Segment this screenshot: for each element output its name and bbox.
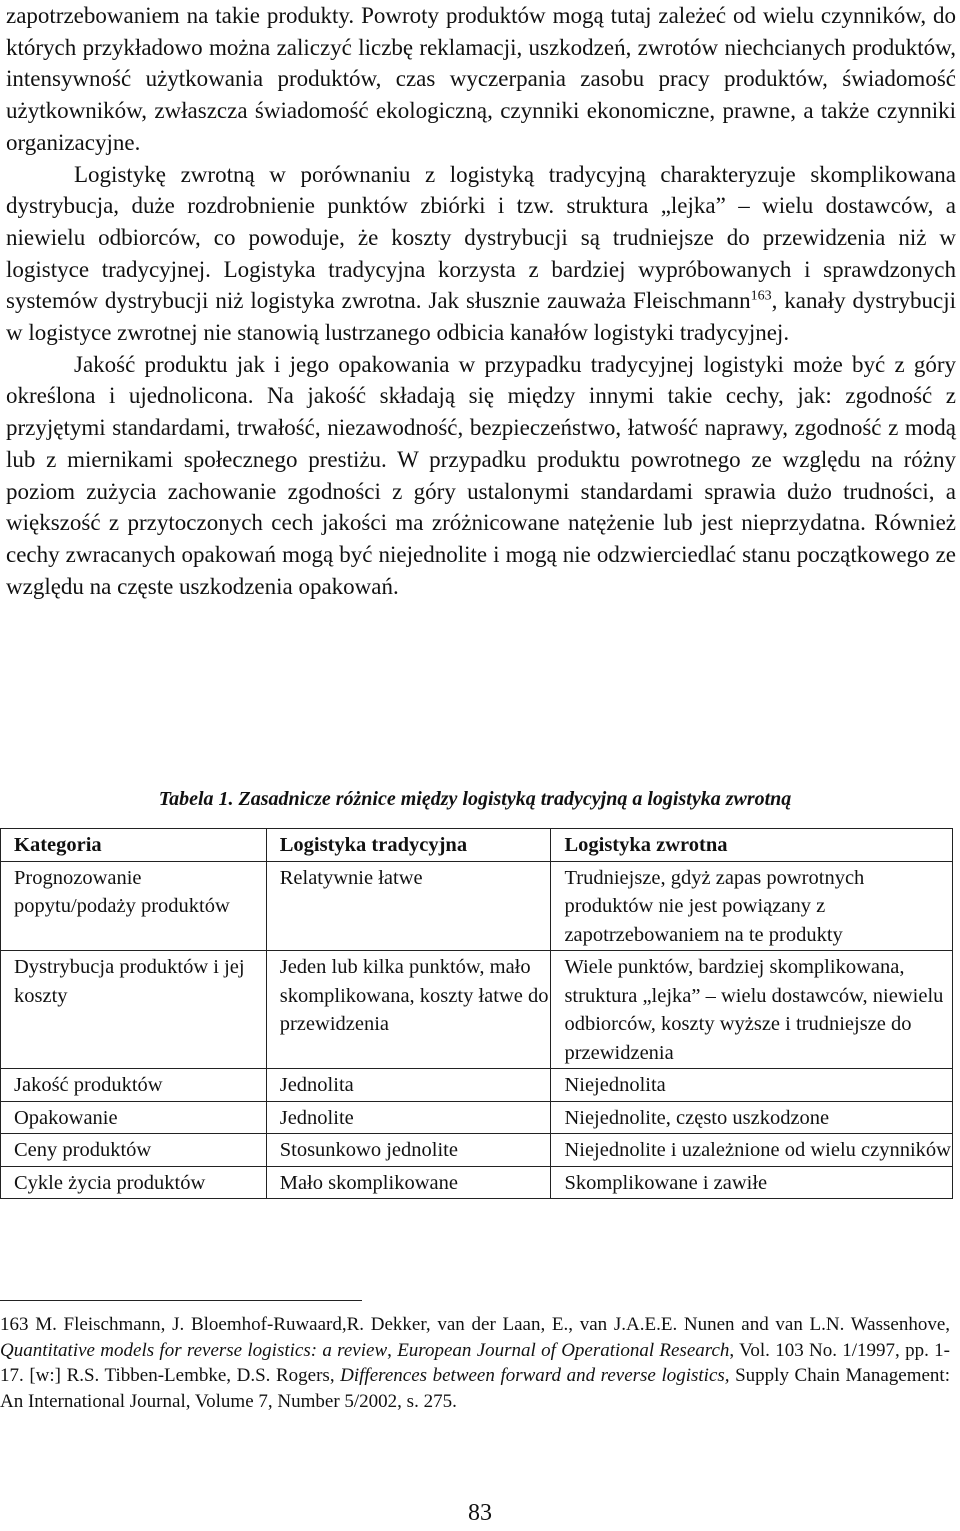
page-number: 83	[468, 1500, 492, 1526]
paragraph-2	[6, 159, 956, 349]
footnote-source: Supply Chain Management: An International Journal, Volume 7, Number 5/2002, s. 275.	[0, 1365, 950, 1412]
cell-reverse: Niejednolite, często uszkodzone	[551, 1101, 953, 1134]
cell-category: Dystrybucja produktów i jej koszty	[1, 951, 267, 1069]
footnote-details: , Vol. 103 No. 1/1997, pp. 1-17. [w:] R.S. Tibben-Lembke, D.S. Rogers,	[0, 1339, 950, 1386]
footnote	[0, 1312, 950, 1414]
header-reverse: Logistyka zwrotna	[551, 829, 953, 862]
footnote-separator	[0, 1300, 362, 1301]
paragraph-1-rest: Powroty produktów mogą tutaj zależeć od wielu czynników, do których przykładowo można zaliczyć liczbę reklamacji, uszkodzeń, zwrotów niechcianych produktów, intensywność użytkowania produktów, czas wyczerpania zasobu pracy produktów, świadomość użytkowników, zwłaszcza świadomość ekologiczną, czynniki ekonomiczne, prawne, a także czynniki organizacyjne.	[6, 3, 956, 155]
cell-category: Prognozowanie popytu/podaży produktów	[1, 861, 267, 951]
paragraph-2-part-a: Logistykę zwrotną w porównaniu z logistyką tradycyjną charakteryzuje skomplikowana dystrybucja,	[6, 161, 956, 219]
cell-category: Cykle życia produktów	[1, 1166, 267, 1199]
cell-reverse: Trudniejsze, gdyż zapas powrotnych produktów nie jest powiązany z zapotrzebowaniem na te produkty	[551, 861, 953, 951]
cell-traditional: Jednolita	[266, 1069, 551, 1102]
document-page	[6, 0, 956, 602]
footnote-title-2: Differences between forward and reverse logistics,	[340, 1365, 730, 1386]
header-traditional: Logistyka tradycyjna	[266, 829, 551, 862]
cell-category: Opakowanie	[1, 1101, 267, 1134]
cell-traditional: Mało skomplikowane	[266, 1166, 551, 1199]
cell-reverse: Niejednolita	[551, 1069, 953, 1102]
comparison-table	[0, 828, 953, 1199]
paragraph-3: Jakość produktu jak i jego opakowania w przypadku tradycyjnej logistyki może być z góry określona i ujednolicona. Na jakość składają się między innymi takie cechy, jak: zgodność z przyjętymi standardami, trwałość, niezawodność, bezpieczeństwo, łatwość naprawy, zgodność z modą lub z miernikami społecznego prestiżu. W przypadku produktu powrotnego ze względu na różny poziom zużycia zachowanie zgodności z góry ustalonymi standardami sprawia dużo trudności, a większość z przytoczonych cech jakości ma zróżnicowane natężenie lub jest nieprzydatna. Również cechy zwracanych opakowań mogą być niejednolite i mogą nie odzwierciedlać stanu początkowego ze względu na częste uszkodzenia opakowań.	[6, 351, 956, 599]
header-category: Kategoria	[1, 829, 267, 862]
footnote-number: 163	[0, 1314, 29, 1335]
table-row	[1, 951, 953, 1069]
paragraph-2-part-b: duże rozdrobnienie punktów zbiórki i tzw.	[131, 193, 555, 219]
paragraph-1	[6, 0, 956, 159]
footnote-reference: 163	[750, 288, 772, 304]
cell-category: Ceny produktów	[1, 1134, 267, 1167]
table-row	[1, 861, 953, 951]
table-row	[1, 1069, 953, 1102]
table-row	[1, 1134, 953, 1167]
cell-reverse: Niejednolite i uzależnione od wielu czynników	[551, 1134, 953, 1167]
footnote-authors: M. Fleischmann, J. Bloemhof-Ruwaard,R. Dekker, van der Laan, E., van J.A.E.E. Nunen and van L.N. Wassenhove,	[28, 1314, 950, 1335]
table-caption: Tabela 1. Zasadnicze różnice między logistyką tradycyjną a logistyka zwrotną	[158, 788, 792, 810]
cell-reverse: Wiele punktów, bardziej skomplikowana, struktura „lejka” – wielu dostawców, niewielu odbiorców, koszty wyższe i trudniejsze do przewidzenia	[551, 951, 953, 1069]
paragraph-2-part-c: struktura „lejka” – wielu dostawców, a niewielu odbiorców, co powoduje, że koszty dystrybucji są trudniejsze do przewidzenia niż w logistyce tradycyjnej. Logistyka tradycyjna korzysta z bardziej wypróbowanych i sprawdzonych systemów dystrybucji niż logistyka zwrotna. Jak słusznie zauważa Fleischmann	[6, 193, 956, 314]
table-row	[1, 1101, 953, 1134]
footnote-sep: ,	[387, 1339, 398, 1361]
cell-traditional: Jeden lub kilka punktów, mało skomplikowana, koszty łatwe do przewidzenia	[266, 951, 551, 1069]
cell-traditional: Jednolite	[266, 1101, 551, 1134]
footnote-journal: European Journal of Operational Research	[397, 1339, 730, 1361]
paragraph-2-part-d: , kanały dystrybucji w logistyce zwrotnej nie stanowią lustrzanego odbicia kanałów logistyki tradycyjnej.	[6, 288, 956, 346]
table-header-row	[1, 829, 953, 862]
cell-traditional: Stosunkowo jednolite	[266, 1134, 551, 1167]
cell-category: Jakość produktów	[1, 1069, 267, 1102]
cell-reverse: Skomplikowane i zawiłe	[551, 1166, 953, 1199]
table-row	[1, 1166, 953, 1199]
cell-traditional: Relatywnie łatwe	[266, 861, 551, 951]
footnote-title-1: Quantitative models for reverse logistics: a review	[0, 1339, 388, 1361]
paragraph-1-start: zapotrzebowaniem na takie produkty.	[6, 3, 362, 28]
